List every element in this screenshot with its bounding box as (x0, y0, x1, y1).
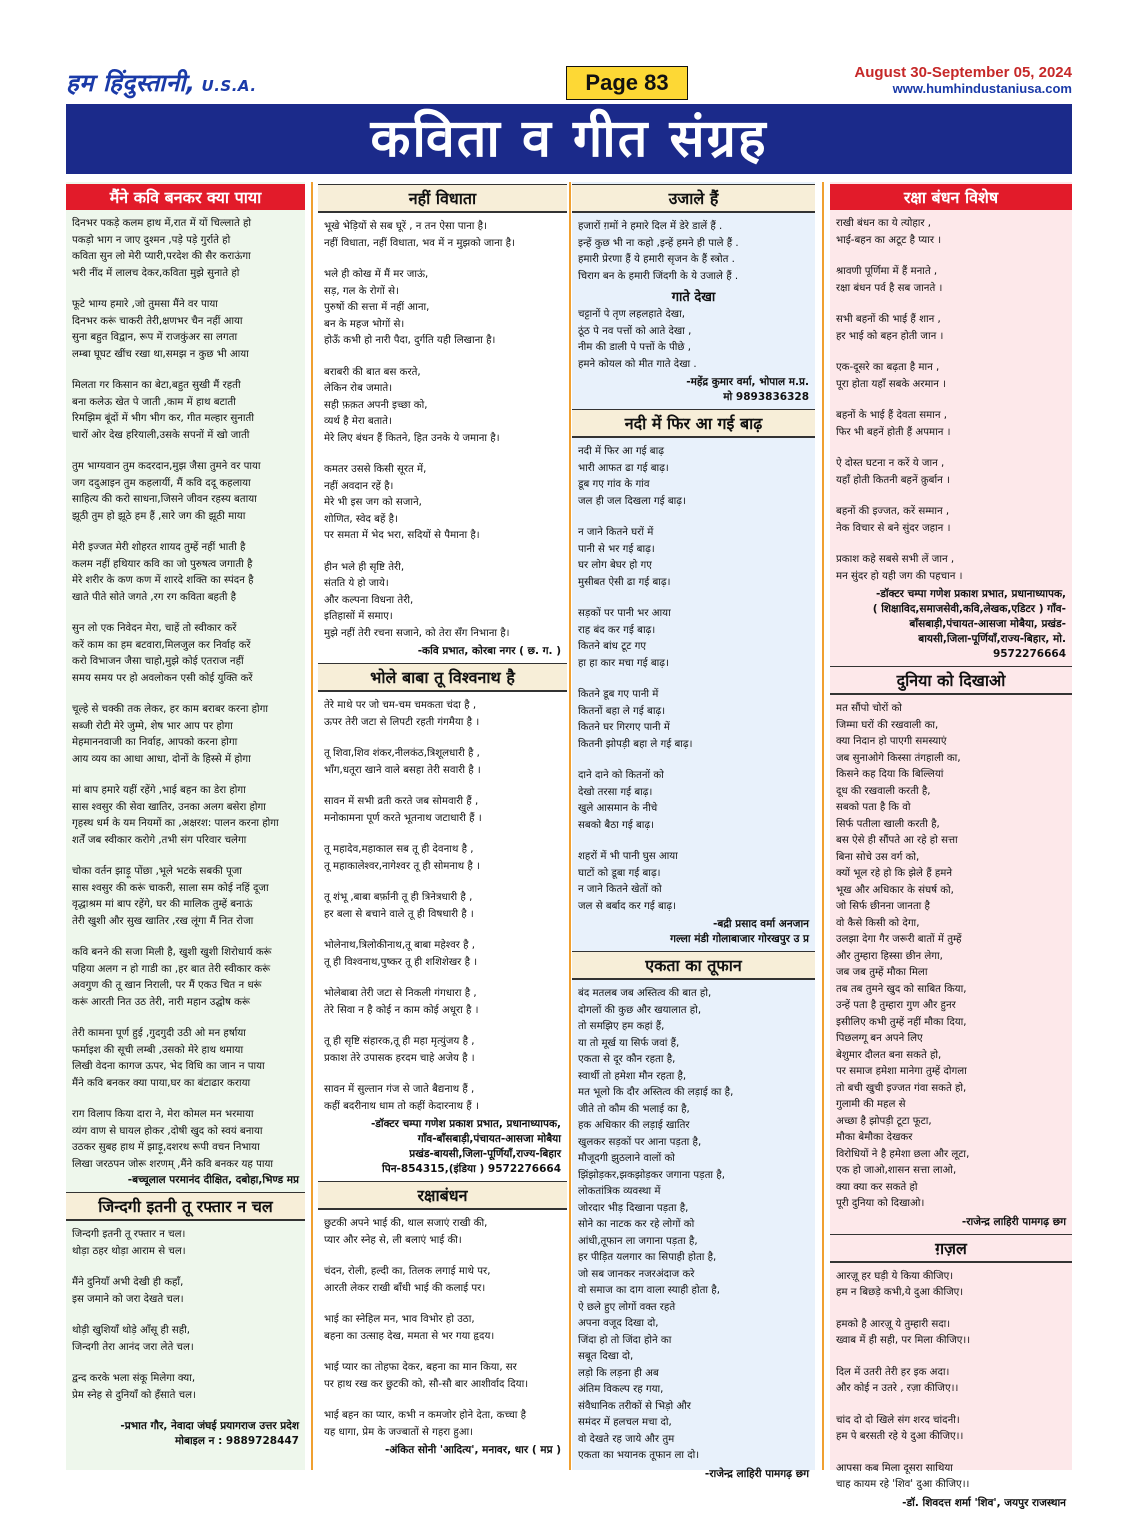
poem-author: -राजेन्द्र लाहिरी पामगढ़ छग (704, 1467, 809, 1480)
stanza: तू शिवा,शिव शंकर,नीलकंठ,त्रिशूलधारी है , भाँग,धतूरा खाने वाले बसहा तेरी सवारी है । (324, 748, 481, 776)
stanza: प्रकाश कहे सबसे सभी लें जान , मन सुंदर हो यही जग की पहचान । (836, 554, 963, 582)
stanza: तेरी कामना पूर्ण हुई ,गुदगुदी उठी ओ मन हर्षाया फर्माइश की सूची लम्बी ,उसको मेरे हाथ थमाया लिखी वेदना कागज ऊपर, भेद विधि का जान न पाया मैंने कवि बनकर क्या पाया,घर का बंटाढार कराया (72, 1028, 265, 1089)
stanza: आपसा कब मिला दूसरा साथिया चाह कायम रहे 'शिव' दुआ कीजिए।। (836, 1462, 970, 1490)
stanza: मां बाप हमारे यहीं रहेंगे ,भाई बहन का डेरा होगा सास श्वसुर की सेवा खातिर, उनका अलग बसेरा होगा गृहस्थ धर्म के यम नियमों का ,अक्षरश: पालन करना होगा शर्तें जब स्वीकार करोगे ,तभी संग परिवार चलेगा (72, 785, 279, 846)
stanza: एक-दूसरे का बढ़ता है मान , पूरा होता यहाँ सबके अरमान । (836, 362, 946, 390)
column-3 (572, 182, 815, 1480)
stanza: बहनों के भाई हैं देवता समान , फिर भी बहनें होती हैं अपमान । (836, 410, 951, 438)
poem-title: रक्षा बंधन विशेष (830, 184, 1072, 210)
poem-body (578, 986, 809, 1465)
stanza: तुम भाग्यवान तुम कदरदान,मुझ जैसा तुमने वर पाया जग ददुआइन तुम कहलायीं, मैं कवि ददू कहलाया साहित्य की करो साधना,जिसने जीवन रहस्य बताया झूठी तुम हो झूठे हम हैं ,सारे जग की झूठी माया (72, 461, 261, 522)
stanza: भले ही कोख में मैं मर जाऊं, सड़, गल के रोगों से। पुरुषों की सत्ता में नहीं आना, बन के महज भोगों से। होऊँ कभी हो नारी पैदा, दुर्गति यही लिखाना है। (324, 269, 496, 346)
stanza: तू महादेव,महाकाल सब तू ही देवनाथ है , तू महाकालेश्वर,नागेश्वर तू ही सोमनाथ है । (324, 844, 480, 872)
stanza: जिन्दगी इतनी तू रफ्तार न चल। थोड़ा ठहर थोड़ा आराम से चल। (72, 1229, 186, 1257)
poem-author: -प्रभात गौर, नेवादा जंघई प्रयागराज उत्तर प्रदेश मोबाइल न : 9889728447 (120, 1420, 299, 1447)
poem-author: -बच्चूलाल परमानंद दीक्षित, दबोहा,भिण्ड मप्र (127, 1174, 299, 1186)
stanza: फूटे भाग्य हमारे ,जो तुमसा मैंने वर पाया दिनभर करूं चाकरी तेरी,क्षणभर चैन नहीं आया सुना बहुत विद्वान, रूप में राजकुंअर सा लगता लम्बा घूघट खींच रखा था,समझ न कुछ भी आया (72, 299, 249, 360)
stanza: सभी बहनों की भाई हैं शान , हर भाई को बहन होती जान । (836, 314, 944, 342)
stanza: बहनों की इज्जत, करें सम्मान , नेक विचार से बने सुंदर जहान । (836, 506, 951, 534)
brand-name: हम हिंदुस्तानी, (66, 69, 196, 97)
stanza: शहरों में भी पानी घुस आया घाटों को डूबा गई बाढ़। न जाने कितने खेतों को जल से बर्बाद कर गई बाढ़। (578, 851, 678, 912)
stanza: सावन में सुल्तान गंज से जाते बैद्यनाथ हैं , कहीं बदरीनाथ धाम तो कहीं केदारनाथ हैं । (324, 1084, 479, 1112)
stanza: भोलेनाथ,त्रिलोकीनाथ,तू बाबा महेश्वर है , तू ही विश्वनाथ,पुष्कर तू ही शशिशेखर है । (324, 940, 478, 968)
column-4 (830, 182, 1072, 1509)
poem-body (836, 216, 1066, 585)
poem-title: उजाले हैं (572, 184, 815, 213)
page-title: कविता व गीत संग्रह (66, 104, 1072, 174)
stanza: तू शंभू ,बाबा बर्फ़ानी तू ही त्रिनेत्रधारी है , हर बला से बचाने वाले तू ही विषधारी है । (324, 892, 474, 920)
poem-body (578, 444, 809, 915)
poem-author: -राजेन्द्र लाहिरी पामगढ़ छग (961, 1215, 1066, 1228)
stanza: न जाने कितने घरों में पानी से भर गई बाढ़। घर लोग बेघर हो गए मुसीबत ऐसी ढा गई बाढ़। (578, 527, 671, 588)
stanza: मत सौंपो चोरों को जिम्मा घरों की रखवाली का, क्या निदान हो पाएगी समस्याएं जब सुनाओगे किस्सा तंगहाली का, किसने कह दिया कि बिल्लियां दूध की रखवाली करती है, सबको पता है कि वो सिर्फ पतीला खाली करती है, बस ऐसे ही सौंपते आ रहे हो सत्ता बिना सोचे उस वर्ग को, क्यों भूल रहे हो कि झेले हैं हमने भूख और अधिकार के संघर्ष को, जो सिर्फ छीनना जानता है वो कैसे किसी को देगा, उलझा देगा गैर जरूरी बातों में तुम्हें और तुम्हारा हिस्सा छीन लेगा, जब जब तुम्हें मौका मिला तब तब तुमने खुद को साबित किया, उन्हें पता है तुम्हारा गुण और हुनर इसीलिए कभी तुम्हें नहीं मौका दिया, पिछलग्गू बन अपने लिए बेशुमार दौलत बना सकते हो, पर समाज हमेशा मानेगा तुम्हें दोगला तो बची खुची इज्जत गंवा सकते हो, गुलामी की महल से अच्छा है झोपड़ी टूटा फूटा, मौका बेमौका देखकर विरोधियों ने है हमेशा छला और लूटा, एक हो जाओ,शासन सत्ता लाओ, क्या क्या कर सकते हो पूरी दुनिया को दिखाओ। (836, 703, 970, 1209)
poem-author: -महेंद्र कुमार वर्मा, भोपाल म.प्र. मो 9893836328 (686, 376, 809, 403)
stanza: श्रावणी पूर्णिमा में हैं मनाते , रक्षा बंधन पर्व है सब जानते । (836, 266, 943, 294)
stanza: बराबरी की बात बस करते, लेकिन रोब जमाते। सही फ़क़त अपनी इच्छा को, व्यर्थ है मेरा बताते। मेरे लिए बंधन हैं कितने, हित उनके ये जमाना है। (324, 366, 500, 444)
poem-body (72, 216, 299, 1173)
stanza: चूल्हे से चक्की तक लेकर, हर काम बराबर करना होगा सब्जी रोटी मेरे जुम्मे, शेष भार आप पर होगा मेहमाननवाजी का निर्वाह, आपको करना होगा आय व्यय का आधा आधा, दोनों के हिस्से में होगा (72, 704, 268, 765)
stanza: मैंने दुनियाँ अभी देखी ही कहाँ, इस जमाने को जरा देखते चल। (72, 1277, 184, 1305)
column-divider (311, 182, 313, 1470)
poem-author: -अंकित सोनी 'आदित्य', मनावर, धार ( मप्र ) (385, 1444, 561, 1456)
stanza: भाई का स्नेहिल मन, भाव विभोर हो उठा, बहना का उत्साह देख, ममता से भर गया हृदय। (324, 1314, 495, 1342)
stanza: चट्टानों पे तृण लहलहाते देखा, ठूंठ पे नव पत्तों को आते देखा , नीम की डाली पे पत्तों के पीछे , हमने कोयल को मीत गाते देखा . (578, 309, 697, 370)
stanza: चोका वर्तन झाड़ू पोंछा ,भूले भटके सबकी पूजा सास श्वसुर की करूं चाकरी, साला सम कोई नहिं दूजा वृद्धाश्रम मां बाप रहेंगे, घर की मालिक तुम्हें बनाऊं तेरी खुशी और सुख खातिर ,रख लूंगा मैं नित रोजा (72, 866, 269, 927)
stanza: तू ही सृष्टि संहारक,तू ही महा मृत्युंजय है , प्रकाश तेरे उपासक हरदम चाहे अजेय है । (324, 1036, 475, 1064)
stanza: भूखे भेड़ियों से सब घूरें , न तन ऐसा पाना है। नहीं विधाता, नहीं विधाता, भव में न मुझको जाना है। (324, 221, 515, 249)
poem-title: जिन्दगी इतनी तू रफ्तार न चल (66, 1192, 305, 1221)
poem-body (324, 1216, 561, 1441)
stanza: राग विलाप किया दारा ने, मेरा कोमल मन भरमाया व्यंग वाण से घायल होकर ,दोषी खुद को स्वयं बनाया उठकर सुबह हाथ में झाड़ू,दशरथ रूपी वचन निभाया लिखा जरठपन जोरू शरणम् ,मैंने कवि बनकर यह पाया (72, 1109, 274, 1170)
stanza: राखी बंधन का ये त्योहार , भाई-बहन का अटूट है प्यार । (836, 218, 942, 246)
poem-body (836, 701, 1066, 1213)
poem-title: ग़ज़ल (830, 1234, 1072, 1263)
stanza: दिनभर पकड़े कलम हाथ में,रात में यों चिल्लाते हो पकड़ो भाग न जाए दुश्मन ,पड़े पड़े गुर्राते हो कविता सुन लो मेरी प्यारी,परदेश की सैर कराऊंगा भरी नींद में लालच देकर,कविता मुझे सुनाते हो (72, 218, 252, 279)
stanza: ऐ दोस्त घटना न करें ये जान , यहाँ होती कितनी बहनें क़ुर्बान । (836, 458, 950, 486)
poem-title: रक्षाबंधन (318, 1181, 567, 1210)
column-2 (318, 182, 567, 1470)
stanza: आरज़ू हर घड़ी ये किया कीजिए। हम न बिछड़े कभी,ये दुआ कीजिए। (836, 1270, 964, 1298)
poem-title: दुनिया को दिखाओ (830, 666, 1072, 695)
brand-suffix: U.S.A. (201, 77, 257, 95)
stanza: कमतर उससे किसी सूरत में, नहीं अवदान रहें है। मेरे भी इस जग को सजाने, शोणित, स्वेद बहें है। पर समता में भेद भरा, सदियों से पैमाना है। (324, 464, 480, 541)
column-divider (822, 182, 824, 1470)
poem-body (578, 219, 809, 373)
stanza: चंदन, रोली, हल्दी का, तिलक लगाई माथे पर, आरती लेकर राखी बाँधी भाई की कलाई पर। (324, 1266, 491, 1294)
stanza: द्वन्द करके भला संकू मिलेगा क्या, प्रेम स्नेह से दुनियाँ को हँसाते चल। (72, 1373, 196, 1401)
poem-author: -डॉक्टर चम्पा गणेश प्रकाश प्रभात, प्रधानाध्यापक, ( शिक्षाविद,समाजसेवी,कवि,लेखक,एडिटर ) गाँव- बाँसबाड़ी,पंचायत-आसजा मोबैया, प्रखंड- बायसी,जिला-पूर्णियाँ,राज्य-बिहार, मो. 9572276664 (872, 588, 1066, 660)
poem-author: -डॉ. शिवदत्त शर्मा 'शिव', जयपुर राजस्थान (902, 1496, 1066, 1509)
stanza: मिलता गर किसान का बेटा,बहुत सुखी मैं रहती बना कलेऊ खेत पे जाती ,काम में हाथ बटाती रिमझिम बूंदों में भीग भीग कर, गीत मल्हार सुनाती चारों ओर देख हरियाली,उसके सपनों में खो जाती (72, 380, 254, 441)
column-1 (66, 182, 305, 1470)
poem-author: -बद्री प्रसाद वर्मा अनजान गल्ला मंडी गोलाबाजार गोरखपुर उ प्र (670, 918, 809, 945)
stanza: दाने दाने को कितनों को देखो तरसा गई बाढ़। खुले आसमान के नीचे सबको बैठा गई बाढ़। (578, 770, 664, 831)
issue-date: August 30-September 05, 2024 (854, 64, 1072, 81)
poem-body (72, 1227, 299, 1404)
dateline (854, 64, 1072, 96)
poem-author: -कवि प्रभात, कोरबा नगर ( छ. ग. ) (417, 645, 561, 657)
stanza: तेरे माथे पर जो चम-चम चमकता चंदा है , ऊपर तेरी जटा से लिपटी रहती गंगमैया है । (324, 700, 480, 728)
poem-subtitle: गाते देखा (671, 290, 716, 305)
column-divider (569, 182, 571, 1470)
poem-title: मैंने कवि बनकर क्या पाया (66, 184, 305, 210)
stanza: दिल में उतरी तेरी हर इक अदा। और कोई न उतरे , रज़ा कीजिए।। (836, 1366, 959, 1394)
poem-body (324, 698, 561, 1115)
brand-logo (66, 66, 257, 99)
stanza: सुन लो एक निवेदन मेरा, चाहें तो स्वीकार करें करें काम का हम बटवारा,मिलजुल कर निर्वाह करें करो विभाजन जैसा चाहो,मुझे कोई एतराज नहीं समय समय पर हो अवलोकन एसी कोई युक्ति करें (72, 623, 253, 684)
stanza: भोलेबाबा तेरी जटा से निकली गंगधारा है , तेरे सिवा न है कोई न काम कोई अधूरा है । (324, 988, 479, 1016)
poem-title: एकता का तूफान (572, 951, 815, 980)
page-number: Page 83 (566, 66, 688, 100)
stanza: हीन भले ही सृष्टि तेरी, संतति ये हो जाये। और कल्पना विधना तेरी, इतिहासों में समाए। मुझे नहीं तेरी रचना सजाने, को तेरा सँग निभाना है। (324, 561, 510, 639)
stanza: भाई प्यार का तोहफा देकर, बहना का मान किया, सर पर हाथ रख कर छुटकी को, सौ-सौ बार आशीर्वाद दिया। (324, 1362, 529, 1390)
poem-body (324, 219, 561, 642)
masthead (66, 60, 1072, 100)
stanza: छुटकी अपने भाई की, थाल सजाएं राखी की, प्यार और स्नेह से, ली बलाएं भाई की। (324, 1218, 488, 1246)
stanza: हमको है आरज़ू ये तुम्हारी सदा। ख्वाब में ही सही, पर मिला कीजिए।। (836, 1318, 971, 1346)
stanza: सड़कों पर पानी भर आया राह बंद कर गई बाढ़। कितने बांध टूट गए हा हा कार मचा गई बाढ़। (578, 608, 671, 669)
stanza: कितने डूब गए पानी में कितनों बहा ले गई बाढ़। कितने घर गिरगए पानी में कितनी झोपड़ी बहा ले गई बाढ़। (578, 689, 693, 750)
stanza: चांद दो दो खिले संग शरद चांदनी। हम पे बरसती रहे ये दुआ कीजिए।। (836, 1414, 964, 1442)
poem-title: नहीं विधाता (318, 184, 567, 213)
website-link[interactable]: www.humhindustaniusa.com (892, 81, 1072, 96)
poem-body (836, 1269, 1066, 1494)
stanza: मेरी इज्जत मेरी शोहरत शायद तुम्हें नहीं भाती है कलम नहीं हथियार कवि का जो पुरुषत्व जगाती है मेरे शरीर के कण कण में शारदे शक्ति का स्पंदन है खाते पीते सोते जगते ,रग रग कविता बहती है (72, 542, 254, 603)
stanza: हजारों ग़मों ने हमारे दिल में डेरे डालें हैं . इन्हें कुछ भी ना कहो ,इन्हें हमने ही पाले हैं . हमारी प्रेरणा हैं ये हमारी सृजन के हैं स्त्रोत . चिराग बन के हमारी जिंदगी के ये उजाले हैं . (578, 221, 739, 282)
stanza: नदी में फिर आ गई बाढ़ भारी आफत ढा गई बाढ़। डूब गए गांव के गांव जल ही जल दिखला गई बाढ़। (578, 446, 686, 507)
stanza: बंद मतलब जब अस्तित्व की बात हो, दोगलों की कुछ और खयालात हो, तो समझिए हम कहां हैं, या तो मूर्ख या सिर्फ जवां हैं, एकता से दूर कौन रहता है, स्वार्थी तो हमेशा मौन रहता है, मत भूलो कि दौर अस्तित्व की लड़ाई का है, जीते तो कौम की भलाई का है, हक अधिकार की लड़ाई खातिर खुलकर सड़कों पर आना पड़ता है, मौजूदगी झुठलाने वालों को झिंझोड़कर,झकझोड़कर जगाना पड़ता है, लोकतांत्रिक व्यवस्था में जोरदार भीड़ दिखाना पड़ता है, सोने का नाटक कर रहे लोगों को आंधी,तूफान ला जगाना पड़ता है, हर पीड़ित यलगार का सिपाही होता है, जो सब जानकर नजरअंदाज करे वो समाज का दाग वाला स्याही होता है, ऐ छले हुए लोगों वक्त रहते अपना वजूद दिखा दो, जिंदा हो तो जिंदा होने का सबूत दिखा दो, लड़ो कि लड़ना ही अब अंतिम विकल्प रह गया, संवैधानिक तरीकों से भिड़ो और समंदर में हलचल मचा दो, वो देखते रह जाये और तुम एकता का भयानक तूफान ला दो। (578, 988, 734, 1461)
stanza: कवि बनने की सजा मिली है, खुशी खुशी शिरोधार्य करूं पहिया अलग न हो गाडी का ,हर बात तेरी स्वीकार करूं अवगुण की तू खान निराली, पर मैं एकउ चित न धरूं करूं आरती नित उठ तेरी, नारी महान उद्घोष करूं (72, 947, 272, 1008)
stanza: थोड़ी खुशियाँ थोड़े आँसू ही सही, जिन्दगी तेरा आनंद जरा लेते चल। (72, 1325, 194, 1353)
stanza: भाई बहन का प्यार, कभी न कमजोर होने देता, कच्चा है यह धागा, प्रेम के जज्बातों से गहरा हुआ। (324, 1410, 527, 1438)
poem-title: नदी में फिर आ गई बाढ़ (572, 409, 815, 438)
stanza: सावन में सभी व्रती करते जब सोमवारी हैं , मनोकामना पूर्ण करते भूतनाथ जटाधारी हैं । (324, 796, 482, 824)
poem-title: भोले बाबा तू विश्वनाथ है (318, 663, 567, 692)
poem-author: -डॉक्टर चम्पा गणेश प्रकाश प्रभात, प्रधानाध्यापक, गाँव-बाँसबाड़ी,पंचायत-आसजा मोबैया प्रखंड-बायसी,जिला-पूर्णियाँ,राज्य-बिहार पिन-854315,(इंडिया ) 9572276664 (370, 1118, 561, 1175)
